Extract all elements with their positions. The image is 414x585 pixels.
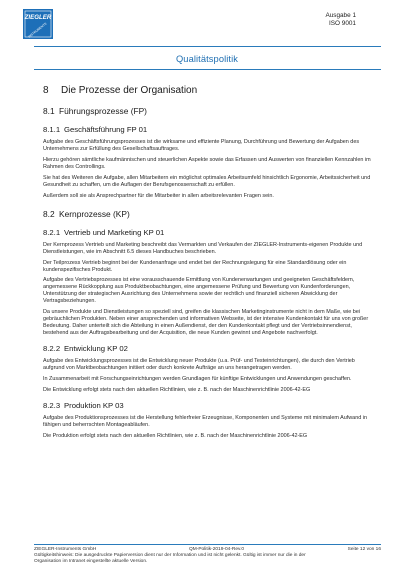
- paragraph: Der Teilprozess Vertrieb beginnt bei der Kundenanfrage und endet bei der Rechnungslegung für eine Standardlösung oder ein kundenspezifisches Produkt.: [43, 259, 347, 273]
- paragraph: Sie hat des Weiteren die Aufgabe, allen Mitarbeitern ein möglichst optimales Arbeitsumfeld hinsichtlich Ergonomie, Arbeitssicherheit und Gesundheit zu schaffen, um die Auflagen der Berufsgenossenschaft zu erfüllen.: [43, 174, 371, 188]
- subsubsection-title: Geschäftsführung FP 01: [64, 125, 148, 134]
- subsection-heading-8-1: [43, 106, 371, 116]
- subsection-heading-8-2: [43, 209, 371, 219]
- paragraph: Aufgabe des Entwicklungsprozesses ist die Entwicklung neuer Produkte (u.a. Prüf- und Testeinrichtungen), die durch den Vertrieb aufgrund von Marktbeobachtungen initiiert oder durch konkrete Aufträge an uns herangetragen werden.: [43, 358, 355, 372]
- subsubsection-title: Produktion KP 03: [64, 400, 124, 410]
- subsubsection-heading-8-2-1: [43, 228, 371, 237]
- document-body: [43, 85, 371, 444]
- subsubsection-title: Entwicklung KP 02: [64, 344, 128, 354]
- subsection-number: 8.2: [43, 208, 55, 219]
- page-footer: [34, 547, 381, 565]
- section-heading: [43, 85, 371, 96]
- paragraph: Die Entwicklung erfolgt stets nach den aktuellen Richtlinien, wie z. B. nach der Maschinenrichtlinie 2006-42-EG: [43, 386, 311, 393]
- subsection-title: Führungsprozesse (FP): [59, 106, 147, 116]
- document-title: Qualitätspolitik: [175, 54, 239, 64]
- paragraph: Da unsere Produkte und Dienstleistungen so speziell sind, greifen die klassischen Marketinginstrumente nicht in dem Maße, wie bei gebräuchlichen Produkten. Neben einer ansprechenden und informativen Webseite, ist der intensive Kundenkontakt für uns von großer Bedeutung. Daher unterteilt sich die Abteilung in einen Außendienst, der den Kundenkontakt pflegt und der Vertriebsinnendienst, bestehend aus der Auftragsbearbeitung und der Acquisition, die neue Kunden gewinnt und Angebote nachverfolgt.: [43, 309, 369, 337]
- header-rule: [34, 46, 381, 47]
- subsubsection-number: 8.2.1: [43, 227, 61, 237]
- subsubsection-number: 8.2.2: [43, 344, 61, 354]
- subsubsection-heading-8-1-1: [43, 125, 371, 134]
- svg-text:INSTRUMENTS: INSTRUMENTS: [27, 21, 48, 39]
- paragraph: Aufgabe des Produktionsprozesses ist die Herstellung fehlerfreier Erzeugnisse, Komponenten und Systeme mit minimalem Aufwand in fähigen und beherrschten Montageabläufen.: [43, 414, 368, 428]
- subsection-title: Kernprozesse (KP): [59, 208, 130, 219]
- subsubsection-number: 8.1.1: [43, 125, 61, 134]
- iso-standard: ISO 9001: [328, 20, 356, 28]
- section-number: 8: [43, 85, 49, 96]
- paragraph: Aufgabe des Vertriebsprozesses ist eine vorausschauende Ermittlung von Kundenerwartungen und geeigneten Geschäftsfeldern, angemessene Rückkopplung aus Produktbeobachtungen, eine angemessene Prüfung und Bewertung von Kundenforderungen, Unterstützung der strategischen Ausrichtung des Unternehmens sowie der rechtlich und finanziell sicheren Abwicklung der Vertragsbeziehungen.: [43, 277, 355, 305]
- footer-document-reference: QM-Politik-2019-04-Rev.0: [189, 547, 245, 552]
- footer-company: ZIEGLER-Instruments GmbH: [34, 547, 97, 552]
- paragraph: Aufgabe des Geschäftsführungsprozesses ist die wirksame und effiziente Planung, Durchführung und Bewertung der Aufgaben des Unternehmens zur Erfüllung des Gesellschaftsauftrages.: [43, 139, 360, 152]
- subsubsection-title: Vertrieb und Marketing KP 01: [64, 227, 165, 237]
- footer-rule: [34, 544, 381, 545]
- paragraph: Hierzu gehören sämtliche kaufmännischen und steuerlichen Aspekte sowie das Erfassen und Auswerten von finanziellen Kennzahlen im Rahmen des Controllings.: [43, 156, 371, 170]
- issue-info: [325, 12, 356, 28]
- ziegler-logo: [23, 9, 53, 39]
- subsection-number: 8.1: [43, 106, 55, 116]
- issue-number: Ausgabe 1: [325, 12, 356, 19]
- subsubsection-heading-8-2-2: [43, 344, 371, 353]
- paragraph: Außerdem soll sie als Ansprechpartner für die Mitarbeiter in allen arbeitsrelevanten Fragen sein.: [43, 192, 274, 199]
- paragraph: In Zusammenarbeit mit Forschungseinrichtungen werden Grundlagen für künftige Entwicklungen und Anwendungen geschaffen.: [43, 376, 352, 383]
- subsubsection-heading-8-2-3: [43, 401, 371, 410]
- footer-validity-note-2: Organisation im Intranet eingestellte aktuelle Version.: [34, 559, 148, 564]
- footer-page-number: Seite 12 von 16: [347, 547, 381, 552]
- section-title: Die Prozesse der Organisation: [61, 85, 198, 96]
- footer-validity-note: Gültigkeitshinweis: Die ausgedruckte Papierversion dient nur der Information und ist nicht gelenkt. Gültig ist immer nur die in der: [34, 553, 306, 558]
- title-rule: [34, 69, 381, 70]
- paragraph: Die Produktion erfolgt stets nach den aktuellen Richtlinien, wie z. B. nach der Maschinenrichtlinie 2006-42-EG: [43, 432, 308, 439]
- subsubsection-number: 8.2.3: [43, 400, 61, 410]
- paragraph: Der Kernprozess Vertrieb und Marketing beschreibt das Vermarkten und Verkaufen der ZIEGLER-Instruments-eigenen Produkte und Dienstleistungen, wie im Abschnitt 6.5 dieses Handbuches beschrieben.: [43, 241, 363, 255]
- svg-text:ZIEGLER: ZIEGLER: [24, 14, 52, 21]
